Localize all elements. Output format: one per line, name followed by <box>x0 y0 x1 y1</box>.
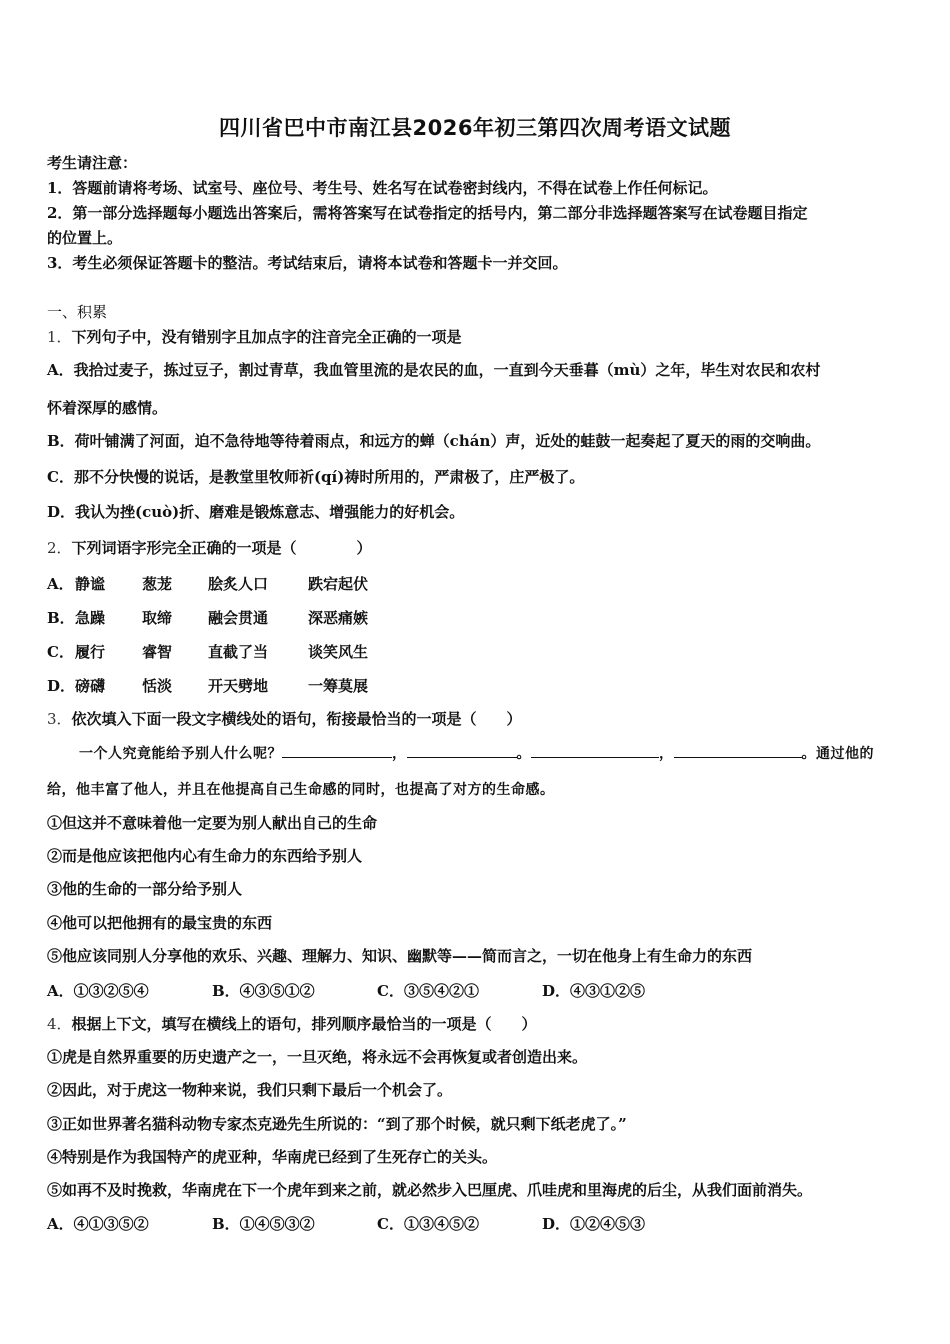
option-label: A． <box>47 575 74 593</box>
q4-item: ⑤如再不及时挽救，华南虎在下一个虎年到来之前，就必然步入巴厘虎、爪哇虎和里海虎的后尘，从我们面前消失。 <box>47 1181 813 1199</box>
option-label: C． <box>47 643 74 661</box>
passage-punct: 。 <box>516 746 531 762</box>
q2-option-row-b <box>47 607 907 627</box>
answer-option-d: D．④③①②⑤ <box>542 982 646 1000</box>
question-number: 2． <box>47 539 72 557</box>
question-number: 3． <box>47 710 72 728</box>
answer-option-c: C．①③④⑤② <box>377 1215 479 1233</box>
q3-item: ③他的生命的一部分给予别人 <box>47 880 243 898</box>
question-number: 4． <box>47 1015 72 1033</box>
option-word: 葱茏 <box>142 575 173 593</box>
option-word: 开天劈地 <box>208 677 269 695</box>
option-word: 融会贯通 <box>208 609 269 627</box>
option-word: 直截了当 <box>208 643 269 661</box>
q1-option-d: D．我认为挫(cuò)折、磨难是锻炼意志、增强能力的好机会。 <box>47 503 465 521</box>
notice-heading: 考生请注意： <box>47 154 138 172</box>
option-word: 脍炙人口 <box>208 575 269 593</box>
question-3 <box>47 709 522 729</box>
answer-option-b: B．①④⑤③② <box>212 1215 315 1233</box>
question-stem: 根据上下文，填写在横线上的语句，排列顺序最恰当的一项是（ ） <box>71 1015 537 1033</box>
passage-punct: ， <box>392 746 407 762</box>
q3-passage-line-2: 给，他丰富了他人，并且在他提高自己生命感的同时，也提高了对方的生命感。 <box>47 782 555 798</box>
q4-answers <box>47 1213 907 1233</box>
q4-item: ④特别是作为我国特产的虎亚种，华南虎已经到了生死存亡的关头。 <box>47 1148 498 1166</box>
blank-line <box>407 743 517 758</box>
passage-text: 。通过他的 <box>801 746 874 762</box>
notice-item: 2．第一部分选择题每小题选出答案后，需将答案写在试卷指定的括号内，第二部分非选择题答案写在试卷题目指定 <box>47 204 808 222</box>
q3-passage-line-1 <box>79 743 874 764</box>
question-stem: 下列词语字形完全正确的一项是（ ） <box>71 539 372 557</box>
option-word: 睿智 <box>142 643 173 661</box>
q3-item: ⑤他应该同别人分享他的欢乐、兴趣、理解力、知识、幽默等——简而言之，一切在他身上有生命力的东西 <box>47 947 753 965</box>
q2-option-row-d <box>47 675 907 695</box>
question-stem: 下列句子中，没有错别字且加点字的注音完全正确的一项是 <box>71 328 462 346</box>
option-label: B． <box>47 609 75 627</box>
q4-item: ①虎是自然界重要的历史遗产之一，一旦灭绝，将永远不会再恢复或者创造出来。 <box>47 1048 588 1066</box>
blank-line <box>674 743 802 758</box>
passage-punct: ， <box>659 746 674 762</box>
question-number: 1． <box>47 328 72 346</box>
option-label: D． <box>47 677 76 695</box>
option-word: 履行 <box>75 643 106 661</box>
notice-item: 的位置上。 <box>47 229 123 247</box>
q3-answers <box>47 980 907 1000</box>
q2-option-row-a <box>47 573 907 593</box>
q1-option-c: C．那不分快慢的说话，是教堂里牧师祈(qí)祷时所用的，严肃极了，庄严极了。 <box>47 468 585 486</box>
q2-option-row-c <box>47 641 907 661</box>
option-word: 一筹莫展 <box>308 677 369 695</box>
option-word: 静谧 <box>75 575 106 593</box>
option-word: 磅礴 <box>75 677 106 695</box>
option-word: 跌宕起伏 <box>308 575 369 593</box>
answer-option-a: A．①③②⑤④ <box>47 982 149 1000</box>
option-word: 恬淡 <box>142 677 173 695</box>
answer-option-c: C．③⑤④②① <box>377 982 479 1000</box>
q4-item: ③正如世界著名猫科动物专家杰克逊先生所说的：“到了那个时候，就只剩下纸老虎了。” <box>47 1115 627 1133</box>
page-title: 四川省巴中市南江县2026年初三第四次周考语文试题 <box>219 116 731 140</box>
q1-option-a: A．我拾过麦子，拣过豆子，割过青草，我血管里流的是农民的血，一直到今天垂暮（mù）之年，毕生对农民和农村 <box>47 361 821 379</box>
answer-option-a: A．④①③⑤② <box>47 1215 149 1233</box>
q4-item: ②因此，对于虎这一物种来说，我们只剩下最后一个机会了。 <box>47 1081 453 1099</box>
notice-item: 3．考生必须保证答题卡的整洁。考试结束后，请将本试卷和答题卡一并交回。 <box>47 254 568 272</box>
section-heading: 一、积累 <box>47 303 108 321</box>
option-word: 深恶痛嫉 <box>308 609 369 627</box>
q1-option-a-cont: 怀着深厚的感情。 <box>47 399 168 417</box>
q3-item: ②而是他应该把他内心有生命力的东西给予别人 <box>47 847 363 865</box>
option-word: 谈笑风生 <box>308 643 369 661</box>
answer-option-b: B．④③⑤①② <box>212 982 315 1000</box>
blank-line <box>282 743 392 758</box>
q1-option-b: B．荷叶铺满了河面，迫不急待地等待着雨点，和远方的蝉（chán）声，近处的蛙鼓一起奏起了夏天的雨的交响曲。 <box>47 432 821 450</box>
option-word: 取缔 <box>142 609 173 627</box>
q3-item: ④他可以把他拥有的最宝贵的东西 <box>47 914 273 932</box>
question-stem: 依次填入下面一段文字横线处的语句，衔接最恰当的一项是（ ） <box>71 710 522 728</box>
notice-item: 1．答题前请将考场、试室号、座位号、考生号、姓名写在试卷密封线内，不得在试卷上作任何标记。 <box>47 179 718 197</box>
q3-item: ①但这并不意味着他一定要为别人献出自己的生命 <box>47 814 378 832</box>
blank-line <box>531 743 659 758</box>
answer-option-d: D．①②④⑤③ <box>542 1215 646 1233</box>
question-1 <box>47 327 462 347</box>
option-word: 急躁 <box>75 609 106 627</box>
question-4 <box>47 1014 537 1034</box>
question-2 <box>47 538 372 558</box>
passage-text: 一个人究竟能给予别人什么呢？ <box>79 746 282 762</box>
